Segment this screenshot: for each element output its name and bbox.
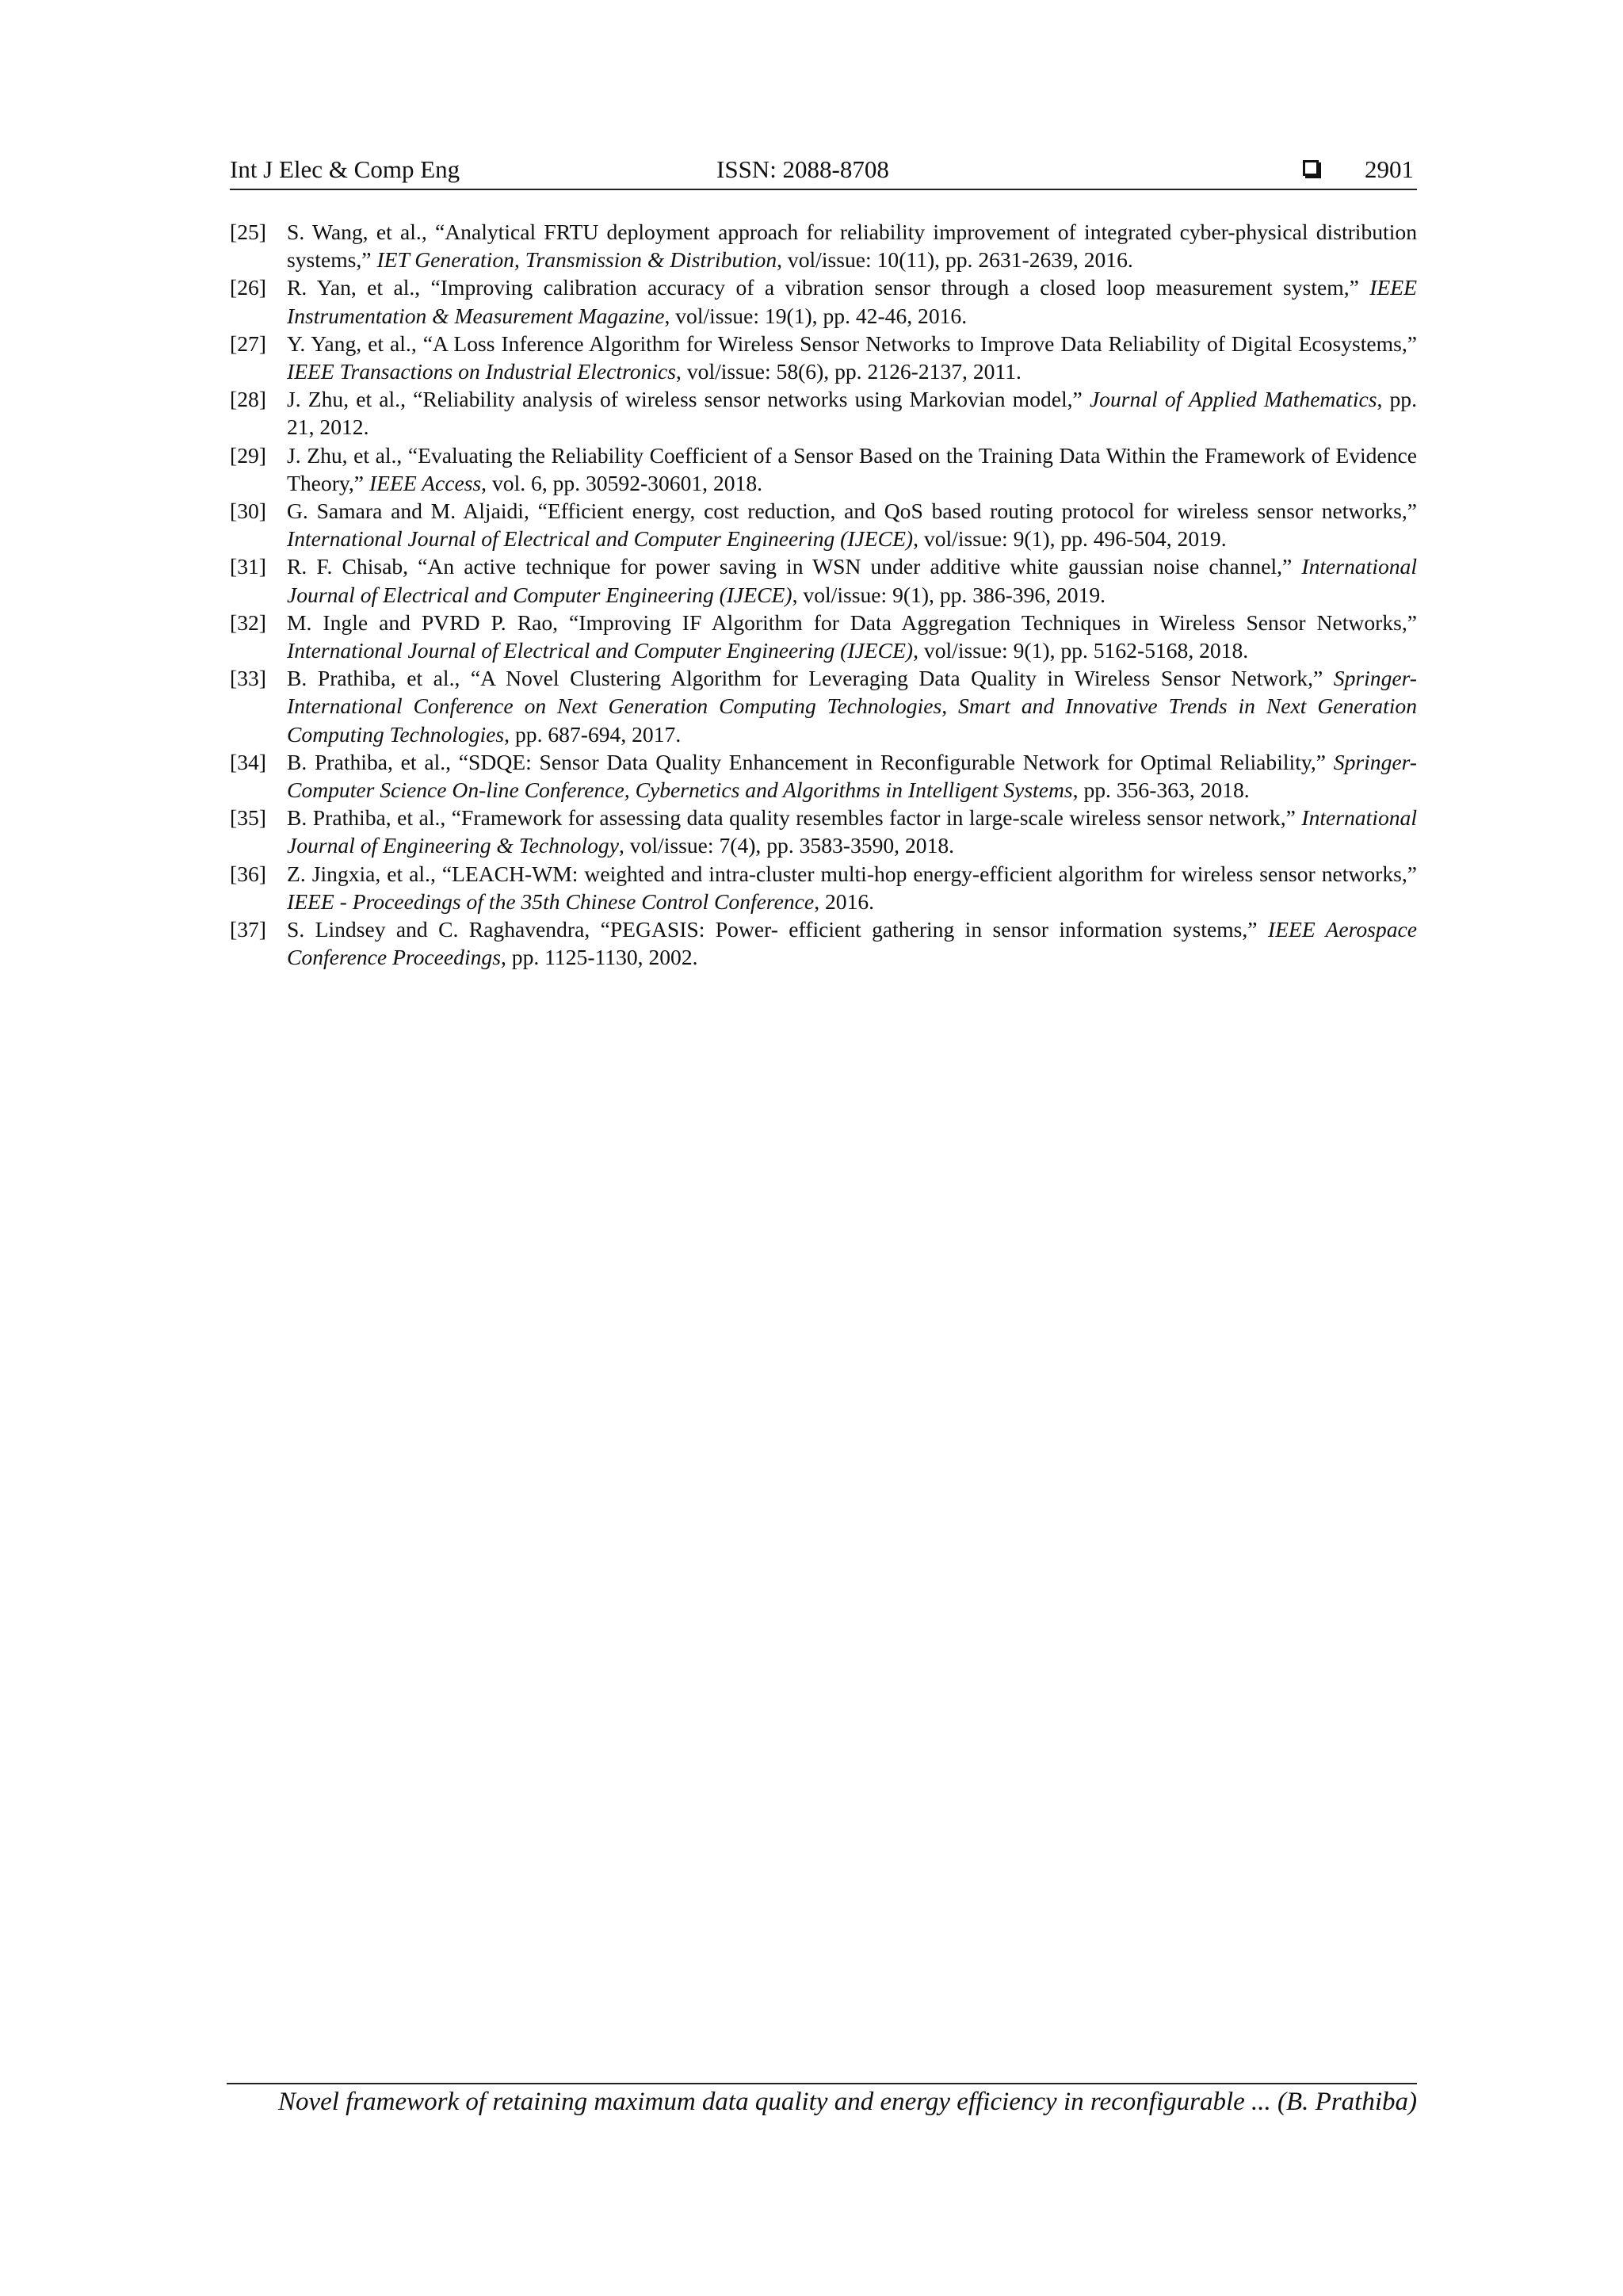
reference-details: , vol/issue: 9(1), pp. 496-504, 2019. <box>913 526 1227 552</box>
reference-authors-title: R. Yan, et al., “Improving calibration accuracy of a vibration sensor through a closed loop measurement system,” <box>287 275 1370 300</box>
reference-venue: IET Generation, Transmission & Distribution <box>376 247 777 273</box>
reference-number: [26] <box>230 275 266 300</box>
reference-number: [25] <box>230 220 266 244</box>
reference-venue: IEEE Instrumentation & Measurement Magazine <box>287 275 1417 328</box>
reference-authors-title: B. Prathiba, et al., “Framework for assessing data quality resembles factor in large-scale wireless sensor network,” <box>287 805 1302 831</box>
reference-venue: International Journal of Engineering & Technology <box>287 805 1417 858</box>
reference-item <box>230 609 1417 664</box>
reference-authors-title: J. Zhu, et al., “Reliability analysis of wireless sensor networks using Markovian model,” <box>287 387 1090 412</box>
reference-details: , pp. 1125-1130, 2002. <box>500 945 698 970</box>
reference-item <box>230 664 1417 748</box>
reference-text <box>287 385 1417 441</box>
reference-authors-title: G. Samara and M. Aljaidi, “Efficient energy, cost reduction, and QoS based routing protocol for wireless sensor networks,” <box>287 499 1417 524</box>
reference-details: , vol/issue: 9(1), pp. 386-396, 2019. <box>792 582 1106 607</box>
reference-item <box>230 218 1417 273</box>
reference-text <box>287 609 1417 664</box>
reference-text <box>287 330 1417 385</box>
reference-item <box>230 860 1417 915</box>
reference-number: [30] <box>230 499 266 524</box>
reference-number: [27] <box>230 330 266 356</box>
reference-number: [34] <box>230 749 266 774</box>
reference-item <box>230 497 1417 552</box>
reference-text <box>287 860 1417 915</box>
square-box-icon <box>1303 160 1319 176</box>
reference-number: [29] <box>230 442 266 468</box>
reference-authors-title: S. Lindsey and C. Raghavendra, “PEGASIS: Power- efficient gathering in sensor information systems,” <box>287 917 1268 942</box>
reference-number: [28] <box>230 387 266 412</box>
reference-venue: IEEE Aerospace Conference Proceedings <box>287 917 1417 970</box>
reference-details: , vol/issue: 19(1), pp. 42-46, 2016. <box>664 303 968 328</box>
reference-text <box>287 915 1417 971</box>
reference-venue: IEEE - Proceedings of the 35th Chinese Control Conference <box>287 888 815 914</box>
reference-text <box>287 441 1417 497</box>
reference-authors-title: S. Wang, et al., “Analytical FRTU deployment approach for reliability improvement of integrated cyber-physical distribution systems,” <box>287 220 1417 273</box>
reference-item <box>230 552 1417 608</box>
reference-text <box>287 218 1417 273</box>
reference-venue: International Journal of Electrical and Computer Engineering (IJECE) <box>287 554 1417 607</box>
reference-number: [36] <box>230 861 266 886</box>
reference-venue: International Journal of Electrical and Computer Engineering (IJECE) <box>287 526 914 552</box>
reference-text <box>287 664 1417 748</box>
reference-authors-title: J. Zhu, et al., “Evaluating the Reliability Coefficient of a Sensor Based on the Training Data Within the Framework of Evidence Theory,” <box>287 442 1417 495</box>
reference-authors-title: B. Prathiba, et al., “A Novel Clustering Algorithm for Leveraging Data Quality in Wireless Sensor Network,” <box>287 666 1334 691</box>
reference-details: , vol/issue: 9(1), pp. 5162-5168, 2018. <box>913 638 1249 663</box>
reference-text <box>287 497 1417 552</box>
reference-venue: IEEE Transactions on Industrial Electronics <box>287 359 677 384</box>
reference-number: [32] <box>230 609 266 635</box>
reference-number: [37] <box>230 917 266 942</box>
reference-text <box>287 748 1417 804</box>
reference-authors-title: Y. Yang, et al., “A Loss Inference Algorithm for Wireless Sensor Networks to Improve Data Reliability of Digital Ecosystems,” <box>287 330 1417 356</box>
page-number: 2901 <box>1365 155 1414 183</box>
reference-text <box>287 552 1417 608</box>
reference-details: , vol/issue: 10(11), pp. 2631-2639, 2016. <box>777 247 1133 273</box>
reference-list <box>230 218 1417 971</box>
reference-authors-title: M. Ingle and PVRD P. Rao, “Improving IF Algorithm for Data Aggregation Techniques in Wireless Sensor Networks,” <box>287 609 1417 635</box>
issn-label: ISSN: 2088-8708 <box>716 155 889 183</box>
reference-venue: Journal of Applied Mathematics <box>1089 387 1377 412</box>
reference-venue: International Journal of Electrical and Computer Engineering (IJECE) <box>287 638 914 663</box>
reference-authors-title: Z. Jingxia, et al., “LEACH-WM: weighted and intra-cluster multi-hop energy-efficient algorithm for wireless sensor networks,” <box>287 861 1417 886</box>
reference-details: , 2016. <box>814 888 875 914</box>
reference-item <box>230 273 1417 329</box>
page-footer <box>227 2083 1417 2117</box>
reference-item <box>230 330 1417 385</box>
reference-details: , vol. 6, pp. 30592-30601, 2018. <box>481 470 763 495</box>
reference-venue: Springer-Computer Science On-line Conference, Cybernetics and Algorithms in Intelligent Systems <box>287 749 1417 803</box>
reference-item <box>230 385 1417 441</box>
reference-item <box>230 748 1417 804</box>
reference-details: , vol/issue: 7(4), pp. 3583-3590, 2018. <box>618 833 955 858</box>
reference-number: [31] <box>230 554 266 579</box>
reference-details: , pp. 356-363, 2018. <box>1072 777 1250 803</box>
reference-venue: IEEE Access <box>369 470 482 495</box>
reference-text <box>287 273 1417 329</box>
footer-running-title: Novel framework of retaining maximum data quality and energy efficiency in reconfigurable ... (B. Prathiba) <box>277 2088 1417 2116</box>
reference-authors-title: B. Prathiba, et al., “SDQE: Sensor Data Quality Enhancement in Reconfigurable Network for Optimal Reliability,” <box>287 749 1334 774</box>
reference-item <box>230 915 1417 971</box>
reference-details: , pp. 21, 2012. <box>287 387 1417 440</box>
reference-number: [35] <box>230 805 266 831</box>
reference-venue: Springer-International Conference on Next Generation Computing Technologies, Smart and Innovative Trends in Next Generation Computing Technologies <box>287 666 1417 747</box>
reference-details: , vol/issue: 58(6), pp. 2126-2137, 2011. <box>676 359 1022 384</box>
reference-text <box>287 804 1417 859</box>
reference-number: [33] <box>230 666 266 691</box>
reference-details: , pp. 687-694, 2017. <box>504 721 682 747</box>
reference-item <box>230 804 1417 859</box>
reference-authors-title: R. F. Chisab, “An active technique for power saving in WSN under additive white gaussian noise channel,” <box>287 554 1302 579</box>
reference-item <box>230 441 1417 497</box>
page-header <box>230 152 1417 190</box>
journal-name: Int J Elec & Comp Eng <box>230 155 460 183</box>
